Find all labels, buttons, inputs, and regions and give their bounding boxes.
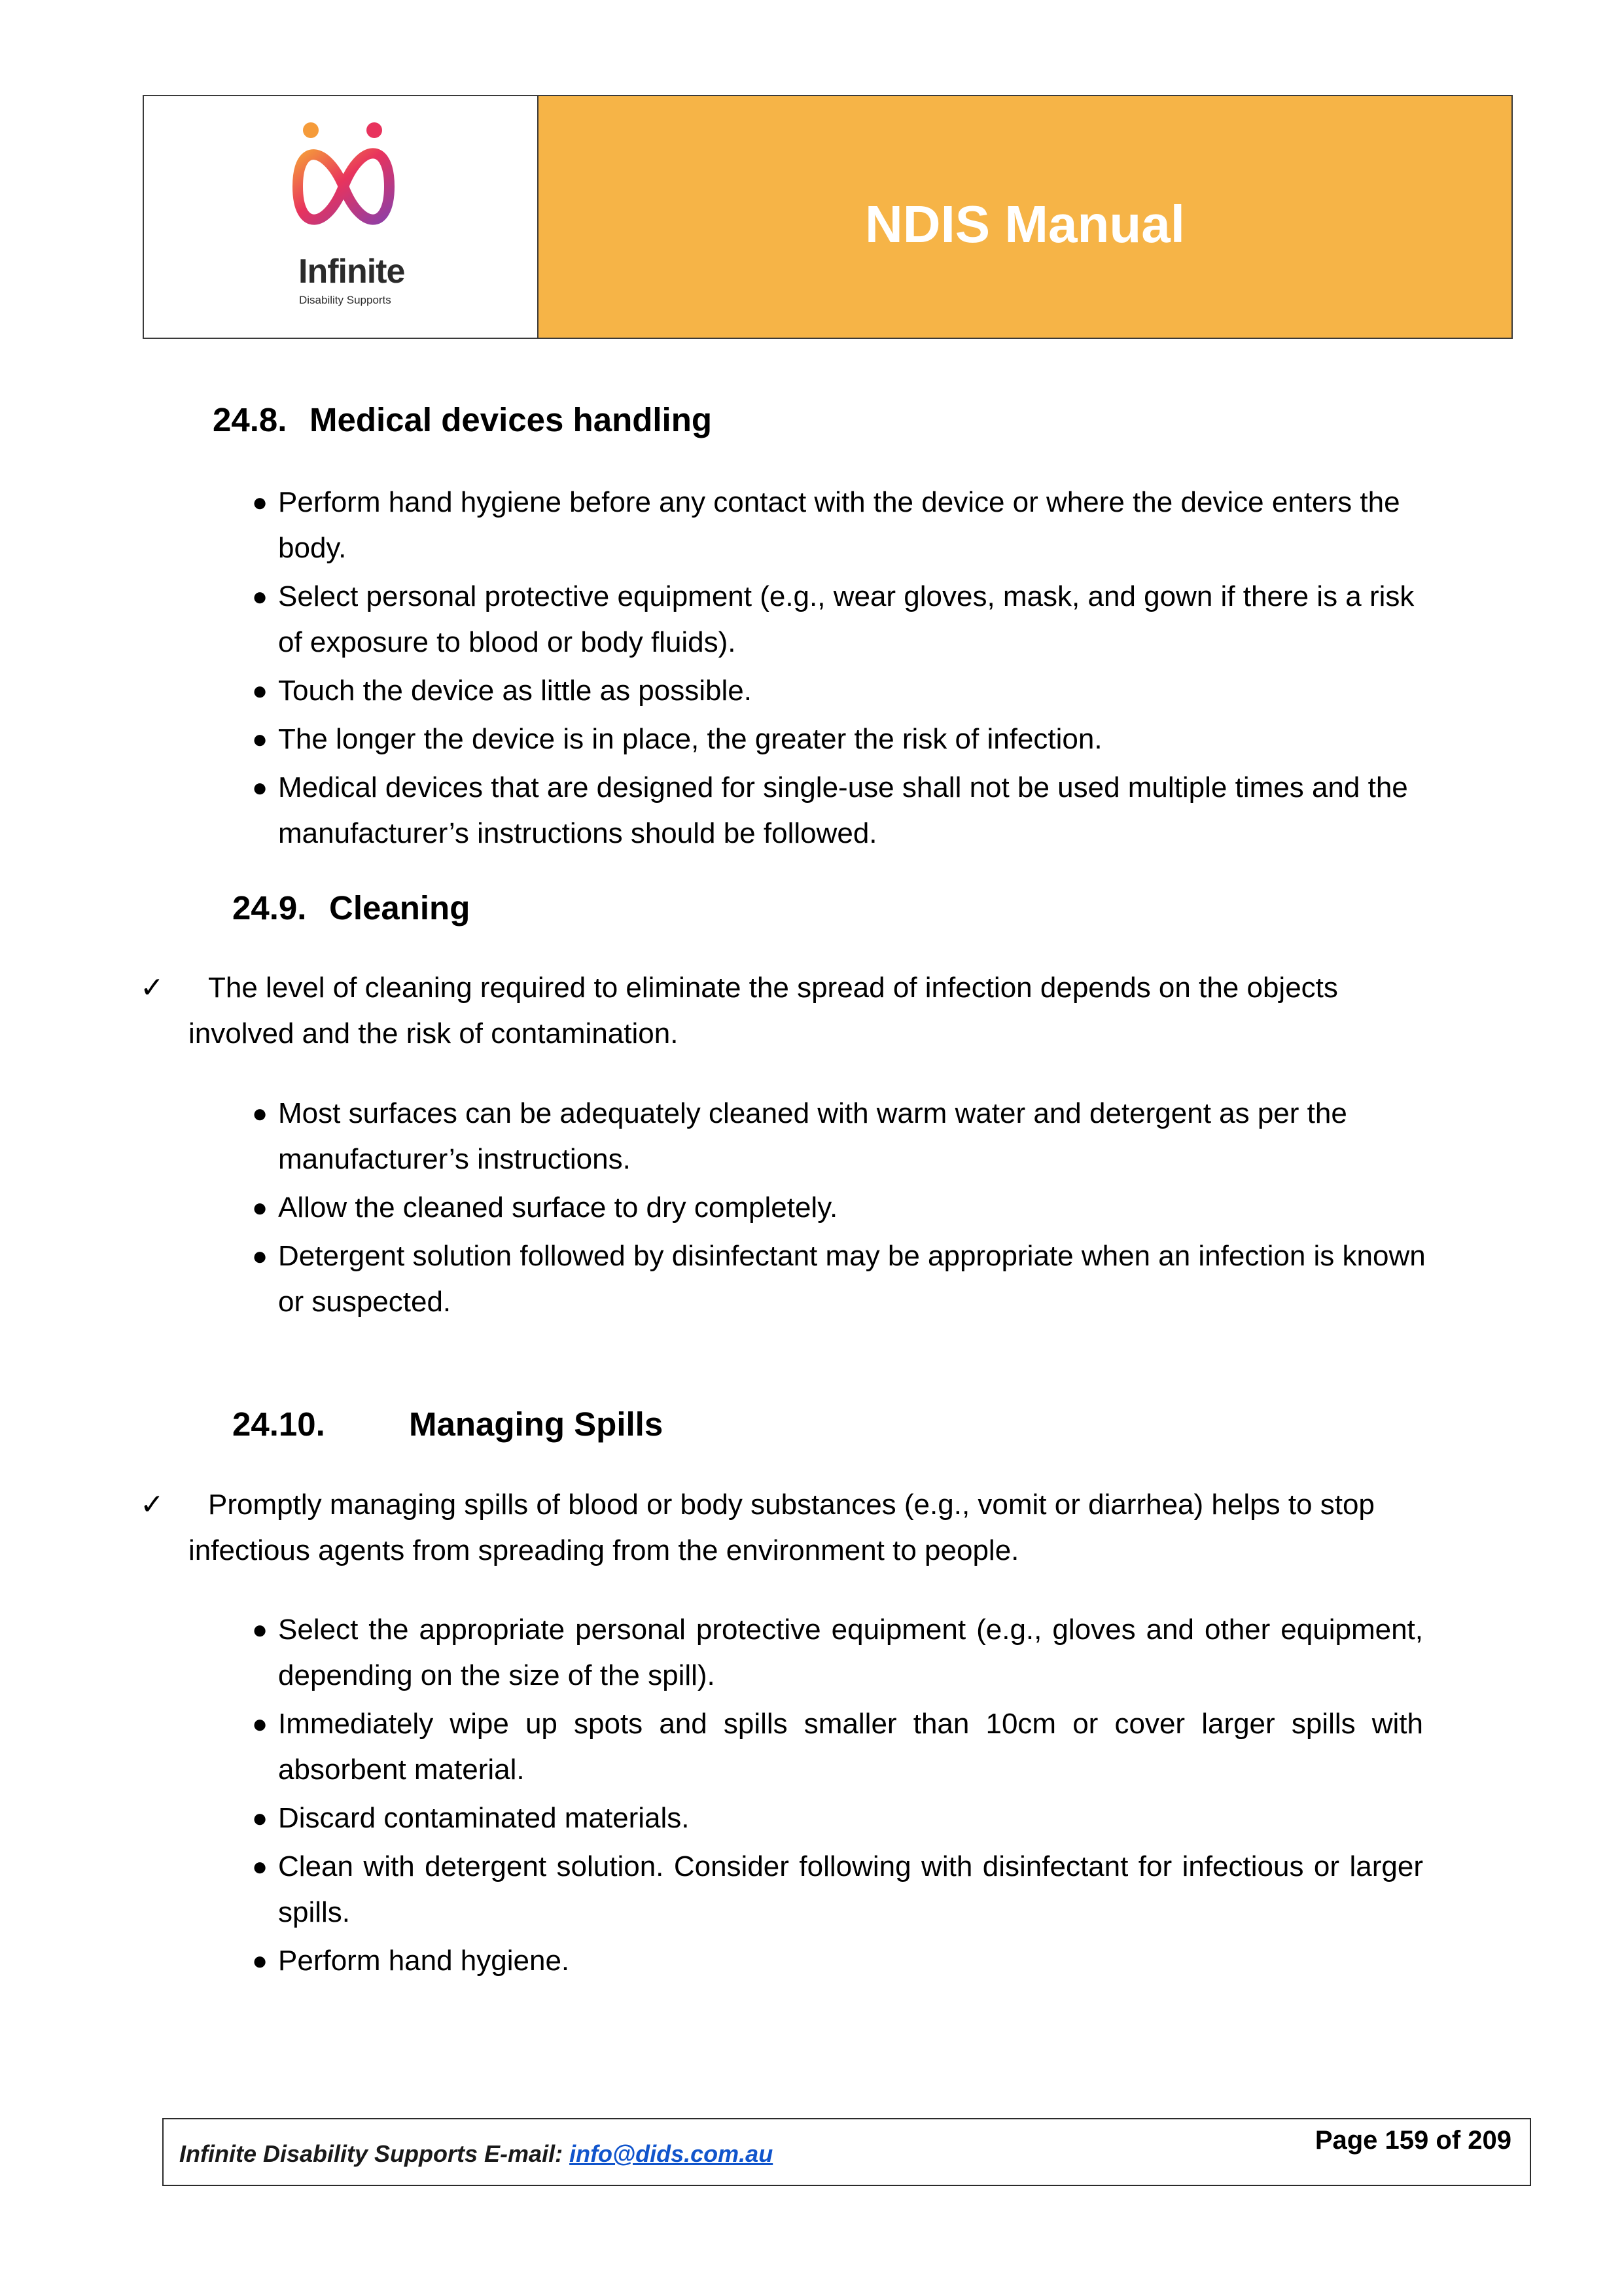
bullet-dot-icon: ● — [252, 725, 268, 754]
footer-company-label: Infinite Disability Supports E-mail: — [179, 2140, 563, 2167]
bullet-list-24-10 — [252, 1607, 1423, 1987]
section-heading-24-9 — [232, 889, 470, 927]
bullet-dot-icon: ● — [252, 488, 268, 517]
infinite-logo-icon — [288, 121, 399, 252]
logo-cell — [144, 96, 538, 338]
list-item: ● The longer the device is in place, the greater the risk of infection. — [252, 716, 1436, 762]
list-item: ● Most surfaces can be adequately cleaned with warm water and detergent as per the manufacturer’s instructions. — [252, 1091, 1436, 1182]
section-heading-24-10 — [232, 1405, 663, 1443]
bullet-dot-icon: ● — [252, 1852, 268, 1881]
bullet-dot-icon: ● — [252, 582, 268, 611]
email-link[interactable]: info@dids.com.au — [569, 2140, 773, 2167]
list-item: ● Perform hand hygiene. — [252, 1938, 1423, 1984]
checkmark-icon: ✓ — [140, 972, 164, 1004]
bullet-dot-icon: ● — [252, 1947, 268, 1975]
logo-subtitle: Disability Supports — [299, 294, 391, 306]
checkmark-icon: ✓ — [140, 1489, 164, 1521]
bullet-dot-icon: ● — [252, 1616, 268, 1644]
list-item: ● Medical devices that are designed for single-use shall not be used multiple times and the manufacturer’s instructions should be followed. — [252, 765, 1436, 857]
bullet-dot-icon: ● — [252, 677, 268, 705]
list-item: ● Discard contaminated materials. — [252, 1795, 1423, 1841]
page-header — [143, 95, 1513, 339]
page-title: NDIS Manual — [865, 195, 1185, 253]
footer-company — [179, 2140, 773, 2168]
section-number: 24.8. — [213, 401, 287, 438]
section-title: Managing Spills — [409, 1405, 663, 1443]
page-number: Page 159 of 209 — [1315, 2126, 1511, 2155]
section-title: Cleaning — [329, 889, 470, 927]
list-item: ● Select personal protective equipment (e.g., wear gloves, mask, and gown if there is a risk of exposure to blood or body fluids). — [252, 574, 1436, 665]
section-title: Medical devices handling — [309, 401, 713, 438]
bullet-dot-icon: ● — [252, 1099, 268, 1128]
section-heading-24-8 — [213, 400, 712, 439]
section-number: 24.9. — [232, 889, 307, 927]
list-item: ● Select the appropriate personal protective equipment (e.g., gloves and other equipment, depending on the size of the spill). — [252, 1607, 1423, 1699]
section-number: 24.10. — [232, 1405, 325, 1443]
list-item: ● Perform hand hygiene before any contact with the device or where the device enters the body. — [252, 480, 1436, 571]
bullet-dot-icon: ● — [252, 1242, 268, 1271]
bullet-dot-icon: ● — [252, 1193, 268, 1222]
bullet-list-24-9 — [252, 1091, 1436, 1328]
list-item: ● Clean with detergent solution. Consider following with disinfectant for infectious or larger spills. — [252, 1844, 1423, 1935]
logo-wordmark: Infinite — [298, 253, 405, 291]
list-item: ● Touch the device as little as possible. — [252, 668, 1436, 714]
bullet-dot-icon: ● — [252, 1804, 268, 1833]
list-item: ● Allow the cleaned surface to dry completely. — [252, 1185, 1436, 1231]
bullet-list-24-8 — [252, 480, 1436, 859]
check-item-cleaning: ✓ The level of cleaning required to eliminate the spread of infection depends on the objects involved and the risk of contamination. — [140, 965, 1436, 1057]
list-item: ● Detergent solution followed by disinfectant may be appropriate when an infection is known or suspected. — [252, 1233, 1436, 1325]
check-item-spills: ✓ Promptly managing spills of blood or body substances (e.g., vomit or diarrhea) helps to stop infectious agents from spreading from the environment to people. — [140, 1482, 1436, 1574]
page-footer — [162, 2118, 1531, 2186]
list-item: ● Immediately wipe up spots and spills smaller than 10cm or cover larger spills with absorbent material. — [252, 1701, 1423, 1793]
bullet-dot-icon: ● — [252, 773, 268, 802]
title-cell — [538, 96, 1511, 338]
bullet-dot-icon: ● — [252, 1710, 268, 1739]
